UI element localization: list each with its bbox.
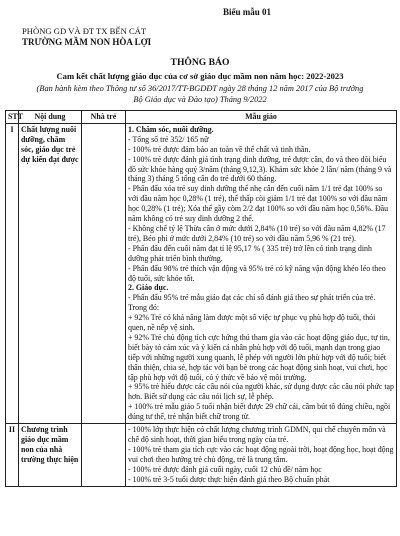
section-heading: 2. Giáo dục. — [128, 283, 169, 293]
commitment-table — [5, 110, 397, 487]
list-item: + 95% trẻ hiểu được các câu nói của người khác, sử dụng được các câu nói phức tạp hơn. Biết sử dụng các câu nói lịch sự, lễ phép. — [128, 382, 394, 402]
header-nursery: Nhà trẻ — [82, 111, 126, 124]
header-kindergarten: Mẫu giáo — [126, 111, 397, 124]
list-item: - 100% trẻ tham gia tích cực vào các hoạt động ngoài trời, hoạt động học, hoạt động vui chơi theo hướng trẻ chủ động, trẻ là trung tâm. — [128, 444, 394, 464]
list-item: - 100% trẻ được đảm bảo an toàn về thể chất và tinh thần. — [128, 144, 311, 154]
table-row — [6, 123, 397, 423]
table-row — [6, 424, 397, 486]
list-item: - Phấn đấu 95% trẻ mẫu giáo đạt các chỉ số đánh giá theo sự phát triển của trẻ. Trong đó: — [128, 293, 376, 313]
list-item: + 92% Trẻ có khả năng làm được một số việc tự phục vụ phù hợp độ tuổi, thói quen, nề nếp vệ sinh. — [128, 313, 376, 333]
list-item: - 100% lớp thực hiện có chất lượng chương trình GDMN, qui chế chuyên môn và chế độ sinh hoạt, thời gian biểu trong ngày của trẻ. — [128, 425, 386, 444]
row-stt: II — [6, 424, 19, 486]
row-stt: I — [6, 123, 19, 423]
notice-subject: Cam kết chất lượng giáo dục của cơ sở giáo dục mầm non năm học: 2022-2023 — [56, 71, 344, 81]
list-item: - Phấn đấu 98% trẻ thích vận động và 95% trẻ có kỹ năng vận động khéo léo theo độ tuổi, sức khỏe tốt. — [128, 263, 386, 283]
row-nursery — [82, 123, 126, 423]
list-item: - Không chế tỷ lệ Thừa cân ở mức dưới 2,84% (10 trẻ) so với đầu năm 4,82% (17 trẻ), Béo phì ở mức dưới 2,84% (10 trẻ) so với đầu năm 5,96 % (21 trẻ). — [128, 223, 386, 243]
form-number: Biểu mẫu 01 — [223, 7, 272, 17]
notice-title: THÔNG BÁO — [170, 57, 230, 68]
header-stt: STT — [6, 111, 19, 124]
table-header-row — [6, 111, 397, 124]
school-name: TRƯỜNG MẦM NON HÒA LỢI — [22, 37, 152, 47]
row-nursery — [82, 424, 126, 486]
section-heading: 1. Chăm sóc, nuôi dưỡng. — [128, 124, 214, 134]
table-body — [6, 123, 397, 486]
list-item: - 100% trẻ được đánh giá cuối ngày, cuối 12 chủ đề/ năm học — [128, 464, 322, 474]
header-content: Nội dung — [19, 111, 82, 124]
list-item: + 92% Trẻ chủ động tích cực hứng thú tham gia vào các hoạt động giáo dục, tự tin, biết bày tỏ cảm xúc và ý kiến cá nhân phù hợp với độ tuổi, mạnh dạn trong giao tiếp với những người xung quanh, lễ phép với người lớn phù hợp với độ tuổi; biết thân thiện, chia sẻ, hợp tác với bạn bè trong các hoạt động sinh hoạt, vui chơi, học tập phù hợp với độ tuổi, có ý thức về bảo vệ môi trường. — [128, 332, 390, 382]
notice-basis: (Ban hành kèm theo Thông tư số 36/2017/TT-BGDĐT ngày 28 tháng 12 năm 2017 của Bộ trưởng Bộ Giáo dục và Đào tạo) Tháng 9/2022 — [36, 84, 364, 104]
department-name: PHÒNG GD VÀ ĐT TX BẾN CÁT — [22, 26, 147, 36]
list-item: - Phấn đấu xóa trẻ suy dinh dưỡng thể nhẹ cân đến cuối năm 1/1 trẻ đạt 100% so với đầu năm học 0,28% (1 trẻ), thể thấp còi giảm 1/1 trẻ đạt 100% so với đầu năm học 0,28% (1 trẻ); Xóa thể gầy còm 2/2 đạt 100% so với đầu năm học 0,56%. Đầu năm không có trẻ suy dinh dưỡng 2 thể. — [128, 184, 389, 224]
list-item: + 100% trẻ mẫu giáo 5 tuổi nhận biết được 29 chữ cái, cầm bút tô đúng chiều, ngồi đúng tư thế, trẻ nhận biết chữ trong từ. — [128, 402, 391, 422]
row-content: Chất lượng nuôi dưỡng, chăm sóc, giáo dục trẻ dự kiến đạt được — [19, 123, 82, 423]
row-kindergarten — [126, 123, 397, 423]
row-kindergarten — [126, 424, 397, 486]
list-item: - Tổng số trẻ 352/ 165 nữ — [128, 134, 209, 144]
list-item: - 100% trẻ 3-5 tuổi được thực hiện đánh giá theo Bộ chuẩn phát — [128, 474, 330, 484]
row-content: Chương trình giáo dục mầm non của nhà trường thực hiện — [19, 424, 82, 486]
list-item: - Phấn đấu đến cuối năm đạt tỉ lệ 95,17 % ( 335 trẻ) trở lên có tình trạng dinh dưỡng phát triển bình thường. — [128, 243, 372, 263]
list-item: - 100% trẻ được đánh giá tình trạng dinh dưỡng, trẻ được cân, đo và theo dõi biểu đồ sức khỏe hàng quý 3/năm (tháng 9,12,3). Khám sức khỏe 2 lần/ năm (tháng 9 và tháng 3) tháng 5 tổng cân đo trẻ dưới 60 tháng. — [128, 154, 392, 184]
